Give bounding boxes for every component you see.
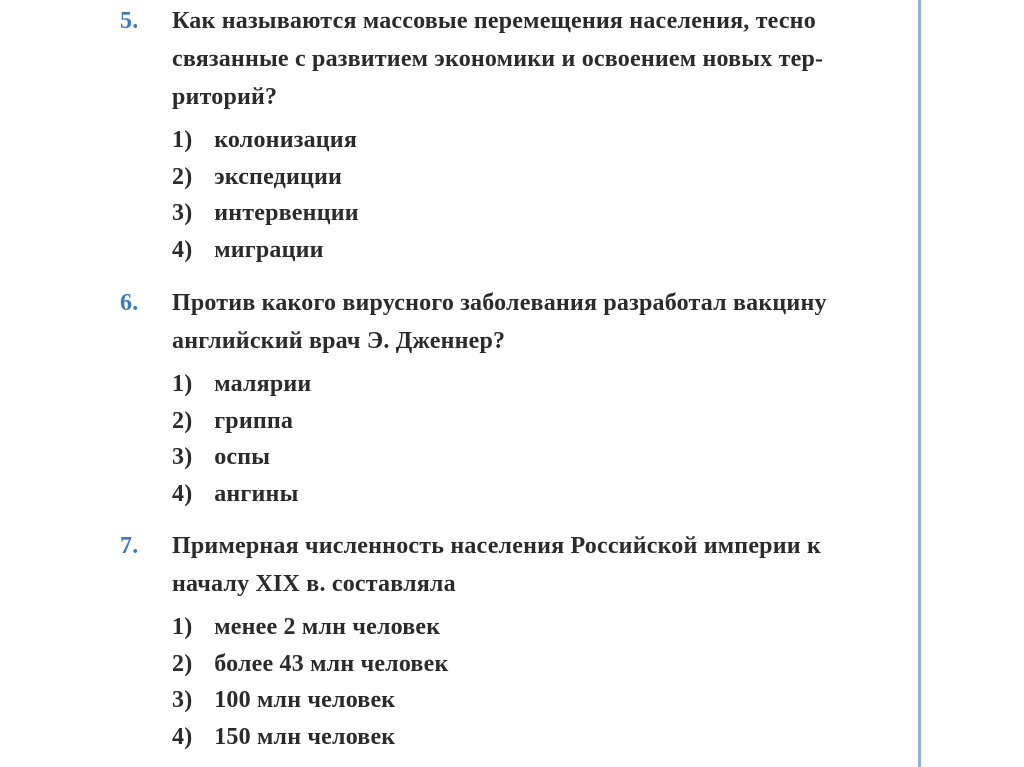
answer-option[interactable] [172, 646, 910, 683]
option-text: менее 2 млн человек [214, 614, 441, 640]
answer-option[interactable] [172, 439, 910, 476]
option-number: 3) [172, 444, 193, 470]
answer-options [120, 609, 910, 755]
question-line: началу XIX в. составляла [172, 571, 456, 597]
answer-options [120, 122, 910, 268]
option-text: ангины [214, 480, 299, 507]
option-text: колонизация [214, 127, 358, 153]
question-stem [120, 284, 910, 360]
option-number: 3) [172, 687, 193, 713]
answer-option[interactable] [172, 609, 910, 646]
option-number: 3) [172, 200, 193, 226]
option-text: малярии [214, 371, 312, 397]
option-number: 1) [172, 371, 193, 397]
question-number: 7. [120, 533, 139, 559]
option-number: 2) [172, 163, 193, 190]
option-number: 2) [172, 407, 193, 434]
option-number: 4) [172, 236, 193, 263]
answer-option[interactable] [172, 682, 910, 719]
option-number: 1) [172, 614, 193, 640]
option-number: 1) [172, 127, 193, 153]
option-text: гриппа [214, 407, 294, 434]
option-text: 100 млн человек [214, 687, 396, 713]
answer-option[interactable] [172, 366, 910, 403]
answer-option[interactable] [172, 122, 910, 159]
question-stem [120, 2, 910, 116]
question-line: английский врач Э. Дженнер? [172, 328, 506, 354]
question-number: 5. [120, 8, 139, 34]
question-line: Против какого вирусного заболевания разработал вакцину [172, 290, 827, 316]
answer-option[interactable] [172, 403, 910, 440]
answer-option[interactable] [172, 159, 910, 196]
question-line: риторий? [172, 84, 278, 110]
question-number: 6. [120, 290, 139, 316]
question-6 [120, 284, 910, 512]
option-number: 4) [172, 480, 193, 507]
question-5 [120, 2, 910, 268]
answer-option[interactable] [172, 232, 910, 269]
question-stem [120, 527, 910, 603]
answer-option[interactable] [172, 195, 910, 232]
answer-option[interactable] [172, 476, 910, 513]
option-text: 150 млн человек [214, 723, 396, 750]
question-line: Как называются массовые перемещения населения, тесно [172, 8, 816, 34]
option-number: 2) [172, 650, 193, 677]
option-text: оспы [214, 444, 271, 470]
question-line: Примерная численность населения Российской империи к [172, 533, 822, 559]
option-text: более 43 млн человек [214, 650, 449, 677]
option-text: экспедиции [214, 163, 343, 190]
option-text: миграции [214, 236, 324, 263]
answer-option[interactable] [172, 719, 910, 756]
option-number: 4) [172, 723, 193, 750]
question-7 [120, 527, 910, 755]
answer-options [120, 366, 910, 512]
option-text: интервенции [214, 200, 359, 226]
margin-rule [918, 0, 921, 767]
question-line: связанные с развитием экономики и освоением новых тер- [172, 46, 824, 72]
